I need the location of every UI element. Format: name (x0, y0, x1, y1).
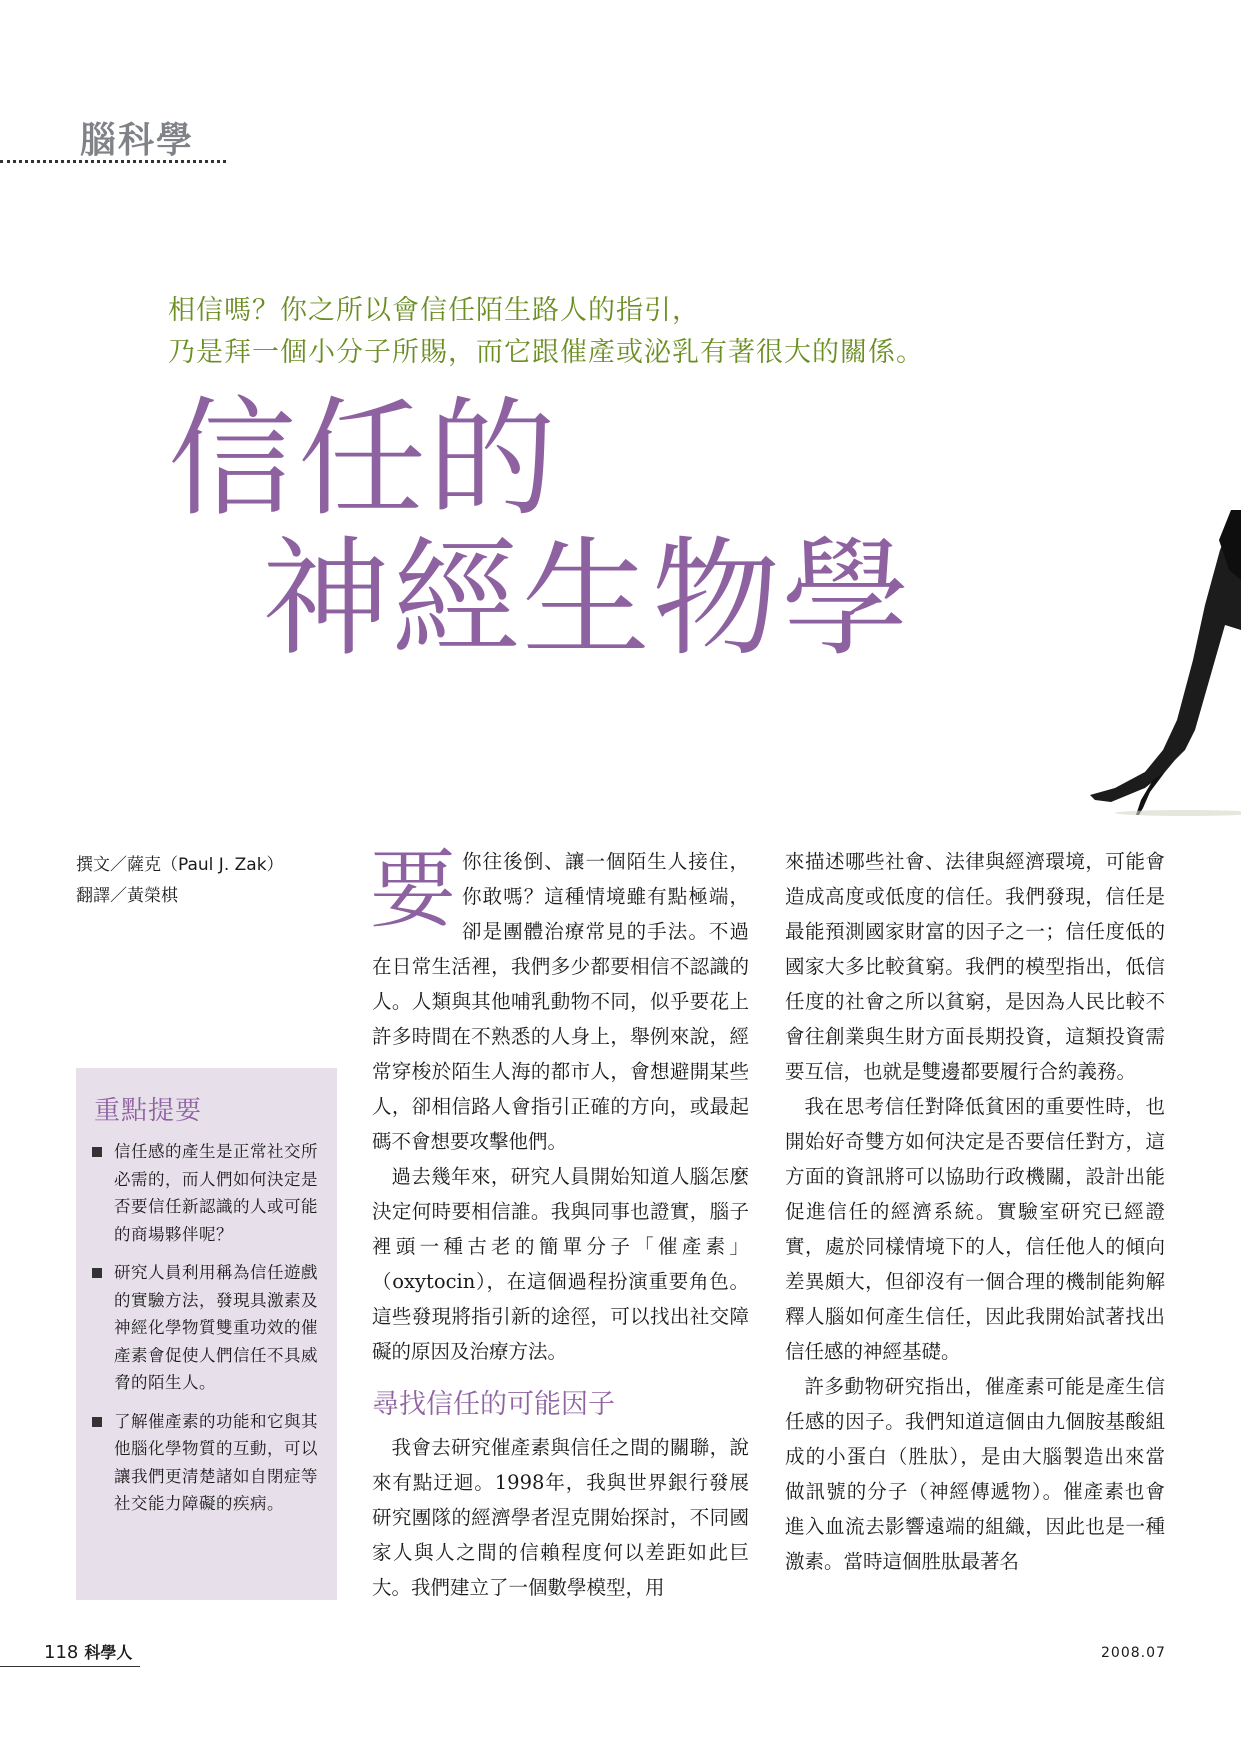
subtitle-line-2: 乃是拜一個小分子所賜，而它跟催產或泌乳有著很大的關係。 (168, 337, 924, 368)
high-heel-leg-photo (1015, 510, 1241, 820)
article-subtitle (168, 290, 924, 374)
key-point-text: 研究人員利用稱為信任遊戲的實驗方法，發現具激素及神經化學物質雙重功效的催產素會促使人們信任不具威脅的陌生人。 (114, 1263, 318, 1392)
subtitle-line-1: 相信嗎？你之所以會信任陌生路人的指引， (168, 295, 700, 326)
body-paragraph (370, 840, 749, 1159)
square-bullet-icon (92, 1417, 102, 1427)
drop-cap: 要 (370, 840, 456, 940)
paragraph-text: 你往後倒、讓一個陌生人接住，你敢嗎？這種情境雖有點極端，卻是團體治療常見的手法。不過在日常生活裡，我們多少都要相信不認識的人。人類與其他哺乳動物不同，似乎要花上許多時間在不熟悉的人身上，舉例來說，經常穿梭於陌生人海的都市人，會想避開某些人，卻相信路人會指引正確的方向，或最起碼不會想要攻擊他們。 (372, 850, 749, 1153)
page-number: 118 (44, 1642, 79, 1663)
byline (76, 850, 284, 912)
square-bullet-icon (92, 1268, 102, 1278)
page-footer (44, 1640, 132, 1663)
key-point-item (92, 1138, 328, 1248)
body-paragraph: 許多動物研究指出，催產素可能是產生信任感的因子。我們知道這個由九個胺基酸組成的小蛋白（胜肽），是由大腦製造出來當做訊號的分子（神經傳遞物）。催產素也會進入血流去影響遠端的組織，因此也是一種激素。當時這個胜肽最著名 (785, 1375, 1165, 1573)
body-paragraph: 我會去研究催產素與信任之間的關聯，說來有點迂迴。1998年，我與世界銀行發展研究團隊的經濟學者涅克開始探討，不同國家人與人之間的信賴程度何以差距如此巨大。我們建立了一個數學模型，用 (372, 1436, 749, 1599)
byline-translator: 翻譯／黃榮棋 (76, 886, 178, 906)
key-points-box (76, 1068, 337, 1600)
body-paragraph: 我在思考信任對降低貧困的重要性時，也開始好奇雙方如何決定是否要信任對方，這方面的資訊將可以協助行政機關，設計出能促進信任的經濟系統。實驗室研究已經證實，處於同樣情境下的人，信任他人的傾向差異頗大，但卻沒有一個合理的機制能夠解釋人腦如何產生信任，因此我開始試著找出信任感的神經基礎。 (785, 1095, 1165, 1363)
key-point-text: 了解催產素的功能和它與其他腦化學物質的互動，可以讓我們更清楚諸如自閉症等社交能力障礙的疾病。 (114, 1411, 318, 1513)
section-subheading: 尋找信任的可能因子 (372, 1389, 615, 1420)
key-point-text: 信任感的產生是正常社交所必需的，而人們如何決定是否要信任新認識的人或可能的商場夥伴呢？ (114, 1142, 318, 1244)
body-column-1 (370, 840, 749, 1369)
byline-author: 撰文／薩克（Paul J. Zak） (76, 855, 284, 875)
body-paragraph: 過去幾年來，研究人員開始知道人腦怎麼決定何時要相信誰。我與同事也證實，腦子裡頭一種古老的簡單分子「催產素」（oxytocin），在這個過程扮演重要角色。這些發現將指引新的途徑，可以找出社交障礙的原因及治療方法。 (372, 1165, 749, 1363)
title-line-2: 神經生物學 (262, 525, 913, 674)
body-column-1-continued (372, 1430, 749, 1605)
section-divider (0, 160, 226, 163)
footer-rule (0, 1666, 140, 1667)
key-point-item (92, 1259, 328, 1397)
square-bullet-icon (92, 1147, 102, 1157)
title-line-1: 信任的 (168, 385, 559, 534)
key-points-list (92, 1138, 328, 1529)
body-paragraph: 來描述哪些社會、法律與經濟環境，可能會造成高度或低度的信任。我們發現，信任是最能預測國家財富的因子之一；信任度低的國家大多比較貧窮。我們的模型指出，低信任度的社會之所以貧窮，是因為人民比較不會往創業與生財方面長期投資，這類投資需要互信，也就是雙邊都要履行合約義務。 (785, 850, 1165, 1083)
section-label: 腦科學 (80, 120, 195, 161)
key-points-heading: 重點提要 (94, 1096, 203, 1126)
issue-date: 2008.07 (1101, 1645, 1166, 1661)
key-point-item (92, 1408, 328, 1518)
magazine-name: 科學人 (84, 1643, 133, 1662)
body-column-2 (785, 844, 1165, 1579)
